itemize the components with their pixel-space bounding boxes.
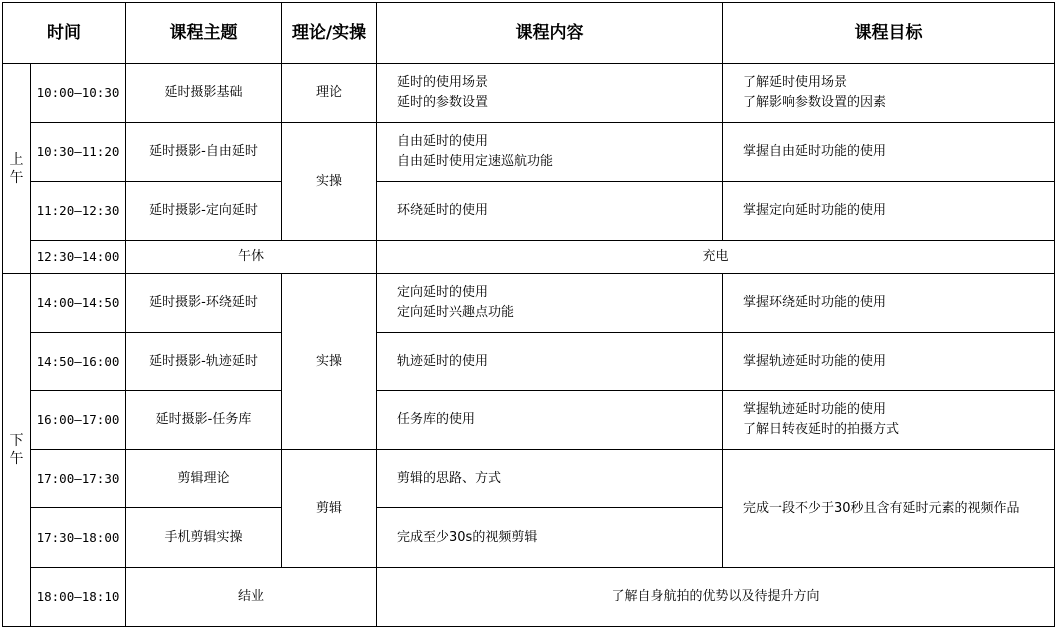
header-goal: 课程目标: [723, 3, 1055, 64]
goal-cell: 掌握轨迹延时功能的使用 了解日转夜延时的拍摄方式: [723, 391, 1055, 450]
goal-cell: 掌握定向延时功能的使用: [723, 182, 1055, 241]
table-row: [3, 333, 1055, 391]
type-cell: 理论: [282, 64, 377, 123]
content-cell: 完成至少30s的视频剪辑: [377, 508, 723, 568]
type-cell: 剪辑: [282, 450, 377, 568]
header-type: 理论/实操: [282, 3, 377, 64]
content-cell: 自由延时的使用 自由延时使用定速巡航功能: [377, 123, 723, 182]
time-cell: 10:30—11:20: [31, 123, 126, 182]
time-cell: 14:50—16:00: [31, 333, 126, 391]
table-row: [3, 64, 1055, 123]
afternoon-label: 下 午: [3, 274, 31, 627]
time-cell: 18:00—18:10: [31, 568, 126, 627]
time-cell: 17:00—17:30: [31, 450, 126, 508]
goal-cell: 掌握环绕延时功能的使用: [723, 274, 1055, 333]
content-cell: 剪辑的思路、方式: [377, 450, 723, 508]
header-row: [3, 3, 1055, 64]
time-cell: 10:00—10:30: [31, 64, 126, 123]
topic-cell: 延时摄影-轨迹延时: [126, 333, 282, 391]
table-row: [3, 241, 1055, 274]
content-cell: 轨迹延时的使用: [377, 333, 723, 391]
time-cell: 17:30—18:00: [31, 508, 126, 568]
topic-cell: 午休: [126, 241, 377, 274]
merged-content-cell: 充电: [377, 241, 1055, 274]
goal-cell: 了解延时使用场景 了解影响参数设置的因素: [723, 64, 1055, 123]
table-row: [3, 182, 1055, 241]
topic-cell: 手机剪辑实操: [126, 508, 282, 568]
table-row: [3, 123, 1055, 182]
topic-cell: 延时摄影-自由延时: [126, 123, 282, 182]
time-cell: 16:00—17:00: [31, 391, 126, 450]
header-time: 时间: [3, 3, 126, 64]
header-content: 课程内容: [377, 3, 723, 64]
time-cell: 12:30—14:00: [31, 241, 126, 274]
content-cell: 环绕延时的使用: [377, 182, 723, 241]
topic-cell: 延时摄影-定向延时: [126, 182, 282, 241]
topic-cell: 剪辑理论: [126, 450, 282, 508]
table-row: [3, 274, 1055, 333]
topic-cell: 结业: [126, 568, 377, 627]
schedule-table: [2, 2, 1055, 627]
goal-cell: 掌握轨迹延时功能的使用: [723, 333, 1055, 391]
content-cell: 定向延时的使用 定向延时兴趣点功能: [377, 274, 723, 333]
content-cell: 延时的使用场景 延时的参数设置: [377, 64, 723, 123]
topic-cell: 延时摄影基础: [126, 64, 282, 123]
time-cell: 11:20—12:30: [31, 182, 126, 241]
table-row: [3, 450, 1055, 508]
type-cell: 实操: [282, 274, 377, 450]
table-row: [3, 568, 1055, 627]
merged-content-cell: 了解自身航拍的优势以及待提升方向: [377, 568, 1055, 627]
topic-cell: 延时摄影-任务库: [126, 391, 282, 450]
type-cell: 实操: [282, 123, 377, 241]
table-row: [3, 391, 1055, 450]
goal-cell: 掌握自由延时功能的使用: [723, 123, 1055, 182]
goal-cell: 完成一段不少于30秒且含有延时元素的视频作品: [723, 450, 1055, 568]
header-topic: 课程主题: [126, 3, 282, 64]
time-cell: 14:00—14:50: [31, 274, 126, 333]
content-cell: 任务库的使用: [377, 391, 723, 450]
topic-cell: 延时摄影-环绕延时: [126, 274, 282, 333]
morning-label: 上 午: [3, 64, 31, 274]
